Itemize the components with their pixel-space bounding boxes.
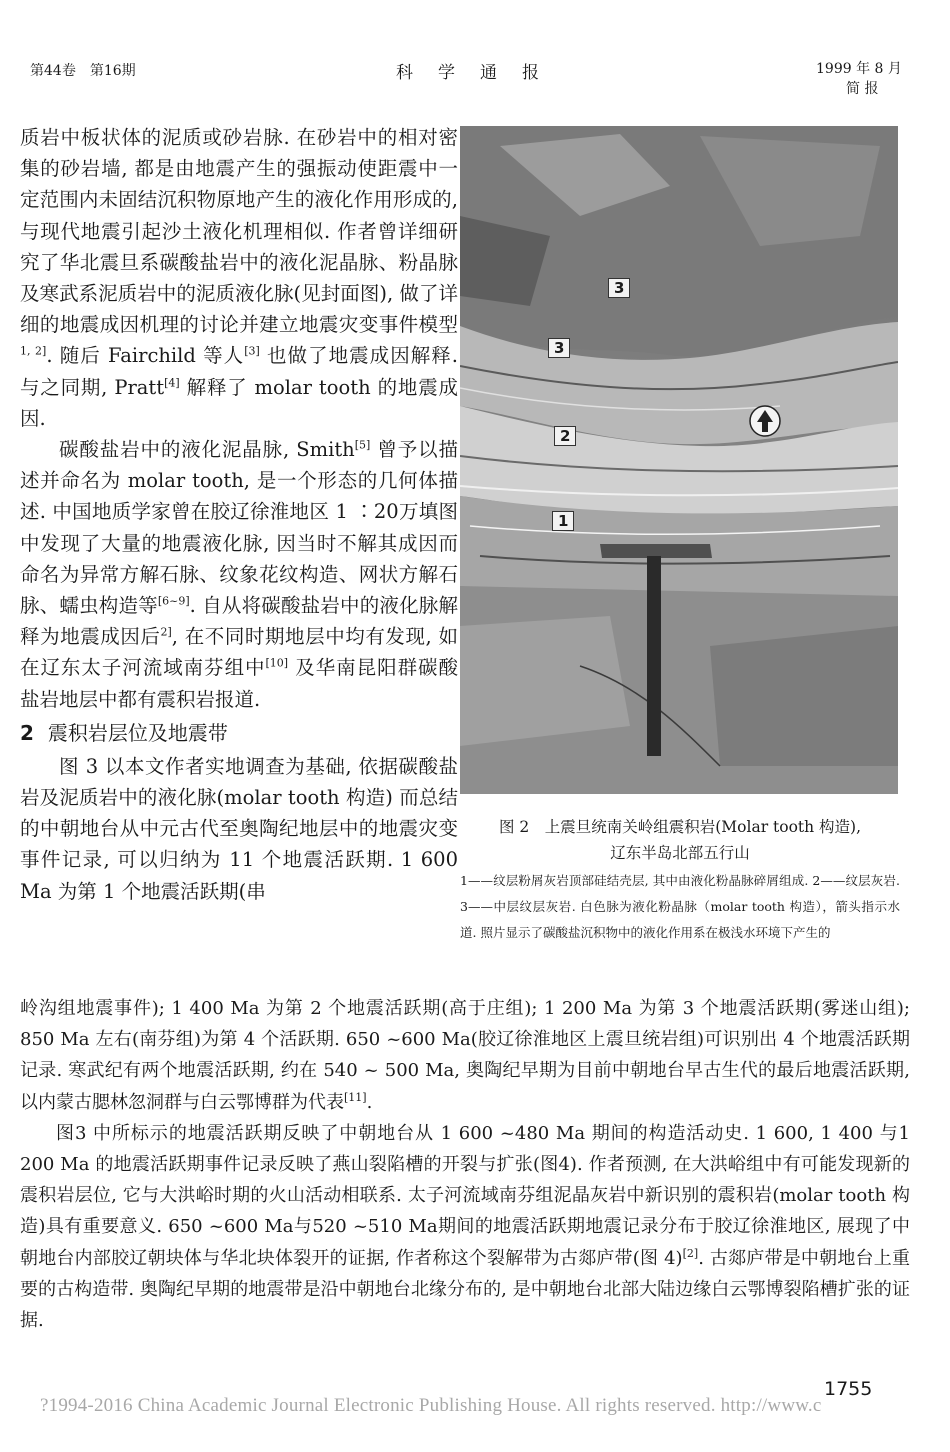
text-run: 图3 中所标示的地震活跃期反映了中朝地台从 1 600 ~480 Ma 期间的构造活动史. 1 600, 1 400 与1 200 Ma 的地震活跃期事件记录反映了燕山裂陷槽的开裂与扩张(图4). 作者预测, 在大洪峪组中有可能发现新的震积岩层位, 它与大洪峪时期的火山活动相联系. 太子河流域南芬组泥晶灰岩中新识别的震积岩(molar tooth 构造)具有重要意义. 650 ~600 Ma与520 ~510 Ma期间的地震活跃期地震记录分布于胶辽徐淮地区, 展现了中朝地台内部胶辽朝块体与华北块体裂开的证据, 作者称这个裂解带为古郯庐带(图 4) [20,1122,910,1269]
copyright-footer: ?1994-2016 China Academic Journal Electronic Publishing House. All rights reserved. http://www.c [40,1395,822,1416]
text-run: . 古郯庐带是中朝地台上重要的古构造带. 奥陶纪早期的地震带是沿中朝地台北缘分布的, 是中朝地台北部大陆边缘白云鄂博裂陷槽扩张的证据. [20,1247,910,1332]
full-width-column [20,993,910,1336]
reference-mark: 1, 2] [20,344,47,358]
figure-caption-location: 辽东半岛北部五行山 [610,844,750,862]
reference-mark: [5] [354,438,371,452]
text-run: . [366,1091,373,1113]
figure-caption-body: 1——纹层粉屑灰岩顶部硅结壳层, 其中由液化粉晶脉碎屑组成. 2——纹层灰岩. 3——中层纹层灰岩. 白色脉为液化粉晶脉（molar tooth 构造），箭头指示水道. 照片显示了碳酸盐沉积物中的液化作用系在极浅水环境下产生的 [460,873,900,940]
figure-label-3-lower: 3 [548,338,570,358]
text-run: 岭沟组地震事件); 1 400 Ma 为第 2 个地震活跃期(高于庄组); 1 200 Ma 为第 3 个地震活跃期(雾迷山组); 850 Ma 左右(南芬组)为第 4 个活跃期. 650 ~600 Ma(胶辽徐淮地区上震旦统岩组)可识别出 4 个地震活跃期记录. 寒武纪有两个地震活跃期, 约在 540 ~ 500 Ma, 奥陶纪早期为目前中朝地台早古生代的最后地震活跃期, 以内蒙古腮林忽洞群与白云鄂博群为代表 [20,998,910,1113]
section-number: 2 [20,720,34,745]
figure-label-2: 2 [554,426,576,446]
reference-mark: [4] [164,376,180,390]
paragraph-3 [20,751,458,907]
text-run: 也做了地震成因解释. 与之同期, Pratt [20,344,458,399]
text-run: . 自从将碳酸盐岩中的液化脉解释为地震成因后 [20,594,458,649]
reference-mark: [11] [344,1090,367,1104]
reference-mark: [6~9] [157,594,190,608]
text-run: 曾予以描述并命名为 molar tooth, 是一个形态的几何体描述. 中国地质学家曾在胶辽徐淮地区 1 ∶20万填图中发现了大量的地震液化脉, 因当时不解其成因而命名为异常方解石脉、纹象花纹构造、网状方解石脉、蠕虫构造等 [20,438,458,618]
text-run: 质岩中板状体的泥质或砂岩脉. 在砂岩中的相对密集的砂岩墙, 都是由地震产生的强振动使距震中一定范围内未固结沉积物原地产生的液化作用形成的, 与现代地震引起沙土液化机理相似. 作者曾详细研究了华北震旦系碳酸盐岩中的液化泥晶脉、粉晶脉及寒武系泥质岩中的泥质液化脉(见封面图), 做了详细的地震成因机理的讨论并建立地震灾变事件模型 [20,126,458,337]
reference-mark: 2] [160,625,172,639]
reference-mark: [10] [265,656,289,670]
figure-caption-title: 图 2 上震旦统南关岭组震积岩(Molar tooth 构造), [498,818,862,836]
header-section: 简 报 [846,81,879,97]
figure-caption [460,814,900,946]
reference-mark: [3] [244,344,260,358]
outcrop-photo-graphic [460,126,898,794]
section-title: 震积岩层位及地震带 [47,720,228,745]
figure-label-1: 1 [552,511,574,531]
header-volume: 第44卷 第16期 [30,63,136,79]
text-run: 及华南昆阳群碳酸盐岩地层中都有震积岩报道. [20,656,458,711]
left-column [20,122,458,907]
text-run: . 随后 Fairchild 等人 [46,344,245,368]
figure-label-3-upper: 3 [608,278,630,298]
paragraph-2 [20,434,458,715]
paragraph-4 [20,1118,910,1336]
reference-mark: [2] [682,1246,699,1260]
text-run: 碳酸盐岩中的液化泥晶脉, Smith [59,438,355,462]
text-run: 图 3 以本文作者实地调查为基础, 依据碳酸盐岩及泥质岩中的液化脉(molar tooth 构造) 而总结的中朝地台从中元古代至奥陶纪地层中的地震灾变事件记录, 可以归纳为 11 个地震活跃期. 1 600 Ma 为第 1 个地震活跃期(串 [20,754,458,903]
paragraph-1 [20,122,458,434]
text-run: 解释了 molar tooth 的地震成因. [20,375,459,430]
section-heading [20,715,458,751]
page-number: 1755 [824,1378,873,1400]
header-journal-title: 科 学 通 报 [396,63,543,83]
header-date: 1999 年 8 月 [816,61,902,77]
figure-photo [460,126,898,794]
paragraph-3-continued [20,993,910,1118]
text-run: , 在不同时期地层中均有发现, 如在辽东太子河流域南芬组中 [20,625,458,680]
